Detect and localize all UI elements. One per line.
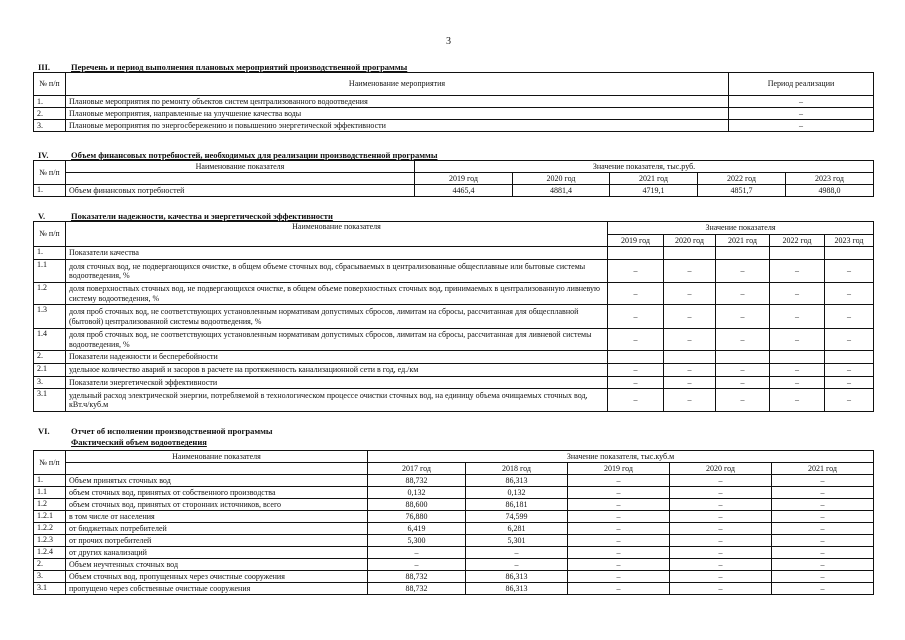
- value-cell: –: [466, 547, 568, 559]
- value-cell: –: [825, 305, 874, 329]
- table-row: [34, 283, 874, 305]
- section-5-title: Показатели надежности, качества и энергетической эффективности: [71, 211, 333, 221]
- value-cell: –: [670, 547, 772, 559]
- value-cell: –: [568, 511, 670, 523]
- row-number: 2.1: [34, 364, 66, 377]
- col-header-number: № п/п: [34, 451, 66, 475]
- value-cell: –: [772, 535, 874, 547]
- value-cell: 88,732: [368, 571, 466, 583]
- table-row: [34, 96, 874, 108]
- page-number: 3: [446, 36, 451, 47]
- value-cell: –: [772, 523, 874, 535]
- financial-needs-table: [33, 160, 874, 197]
- value-cell: –: [670, 511, 772, 523]
- value-cell: –: [670, 535, 772, 547]
- year-header-3: 2021 год: [610, 173, 698, 185]
- value-cell: –: [716, 283, 770, 305]
- indicator-name: Объем принятых сточных вод: [66, 475, 368, 487]
- value-cell: –: [772, 547, 874, 559]
- measure-name: Плановые мероприятия, направленные на улучшение качества воды: [66, 108, 729, 120]
- row-number: 1.4: [34, 329, 66, 351]
- value-cell: –: [608, 260, 664, 283]
- table-row: [34, 364, 874, 377]
- row-number: 1.1: [34, 260, 66, 283]
- indicator-name: Показатели качества: [66, 247, 608, 260]
- indicator-name: объем сточных вод, принятых от собственного производства: [66, 487, 368, 499]
- row-number: 2.: [34, 559, 66, 571]
- col-header-value: Значение показателя: [608, 222, 874, 235]
- value-cell: 5,301: [466, 535, 568, 547]
- year-header-3: 2019 год: [568, 463, 670, 475]
- value-cell: –: [670, 487, 772, 499]
- reliability-quality-table: [33, 221, 874, 412]
- year-header-2: 2020 год: [664, 235, 716, 247]
- value-cell: –: [664, 283, 716, 305]
- period-value: –: [729, 120, 874, 132]
- indicator-name: удельное количество аварий и засоров в расчете на протяженность канализационной сети в год, ед./км: [66, 364, 608, 377]
- section-6-subtitle: Фактический объем водоотведения: [71, 437, 207, 447]
- value-cell: –: [772, 499, 874, 511]
- value-cell: –: [772, 511, 874, 523]
- indicator-name: доля поверхностных сточных вод, не подвергающихся очистке, в общем объеме поверхностных сточных вод, принимаемых в централизованную ливневую систему водоотведения, %: [66, 283, 608, 305]
- indicator-name: пропущено через собственные очистные сооружения: [66, 583, 368, 595]
- value-cell: –: [670, 499, 772, 511]
- value-cell: [770, 351, 825, 364]
- value-cell: –: [716, 377, 770, 389]
- section-4-number: IV.: [38, 150, 49, 160]
- wastewater-volume-table: [33, 450, 874, 595]
- table-row: [34, 305, 874, 329]
- section-5-heading: [38, 211, 333, 221]
- value-cell: –: [568, 475, 670, 487]
- value-cell: –: [770, 305, 825, 329]
- row-number: 2.: [34, 351, 66, 364]
- table-header-row: [34, 73, 874, 96]
- value-cell: –: [608, 329, 664, 351]
- col-header-number: № п/п: [34, 222, 66, 247]
- row-number: 1.2.1: [34, 511, 66, 523]
- row-number: 2.: [34, 108, 66, 120]
- table-row: [34, 377, 874, 389]
- value-cell: –: [772, 583, 874, 595]
- value-cell: –: [608, 364, 664, 377]
- value-cell: 4719,1: [610, 185, 698, 197]
- value-cell: –: [770, 283, 825, 305]
- table-row: [34, 487, 874, 499]
- value-cell: –: [670, 571, 772, 583]
- period-value: –: [729, 108, 874, 120]
- indicator-name: Объем сточных вод, пропущенных через очистные сооружения: [66, 571, 368, 583]
- value-cell: –: [825, 283, 874, 305]
- value-cell: –: [568, 535, 670, 547]
- year-header-4: 2022 год: [698, 173, 786, 185]
- value-cell: 6,419: [368, 523, 466, 535]
- value-cell: –: [825, 364, 874, 377]
- value-cell: –: [670, 523, 772, 535]
- table-row: [34, 571, 874, 583]
- value-cell: –: [716, 389, 770, 412]
- value-cell: 5,300: [368, 535, 466, 547]
- value-cell: –: [670, 475, 772, 487]
- section-6-title: Отчет об исполнении производственной программы: [71, 426, 273, 436]
- value-cell: [770, 247, 825, 260]
- row-number: 3.: [34, 571, 66, 583]
- col-header-value: Значение показателя, тыс.руб.: [415, 161, 874, 173]
- value-cell: –: [568, 583, 670, 595]
- value-cell: 86,313: [466, 583, 568, 595]
- value-cell: –: [568, 559, 670, 571]
- value-cell: [608, 247, 664, 260]
- value-cell: –: [670, 583, 772, 595]
- row-number: 3.1: [34, 583, 66, 595]
- year-header-2: 2018 год: [466, 463, 568, 475]
- year-header-4: 2020 год: [670, 463, 772, 475]
- value-cell: 86,313: [466, 475, 568, 487]
- table-row: [34, 547, 874, 559]
- indicator-name: Показатели надежности и бесперебойности: [66, 351, 608, 364]
- row-number: 3.: [34, 377, 66, 389]
- value-cell: 88,732: [368, 475, 466, 487]
- section-6-number: VI.: [38, 426, 50, 436]
- value-cell: –: [608, 377, 664, 389]
- value-cell: –: [368, 547, 466, 559]
- value-cell: –: [664, 305, 716, 329]
- year-header-1: 2019 год: [415, 173, 513, 185]
- section-6-heading: [38, 426, 273, 436]
- value-cell: –: [770, 389, 825, 412]
- value-cell: –: [772, 571, 874, 583]
- year-header-5: 2023 год: [825, 235, 874, 247]
- year-header-5: 2021 год: [772, 463, 874, 475]
- value-cell: –: [716, 305, 770, 329]
- indicator-name: Объем неучтенных сточных вод: [66, 559, 368, 571]
- value-cell: –: [670, 559, 772, 571]
- indicator-name: от бюджетных потребителей: [66, 523, 368, 535]
- value-cell: –: [568, 487, 670, 499]
- value-cell: –: [716, 364, 770, 377]
- value-cell: [825, 247, 874, 260]
- measure-name: Плановые мероприятия по энергосбережению и повышению энергетической эффективности: [66, 120, 729, 132]
- value-cell: 4881,4: [513, 185, 610, 197]
- value-cell: 74,599: [466, 511, 568, 523]
- row-number: 3.1: [34, 389, 66, 412]
- col-header-number: № п/п: [34, 73, 66, 96]
- value-cell: –: [368, 559, 466, 571]
- value-cell: –: [770, 329, 825, 351]
- table-row: [34, 247, 874, 260]
- value-cell: 88,600: [368, 499, 466, 511]
- value-cell: –: [568, 571, 670, 583]
- table-row: [34, 120, 874, 132]
- table-row: [34, 511, 874, 523]
- value-cell: –: [664, 377, 716, 389]
- indicator-name: в том числе от населения: [66, 511, 368, 523]
- col-header-value: Значение показателя, тыс.куб.м: [368, 451, 874, 463]
- table-row: [34, 583, 874, 595]
- value-cell: –: [608, 389, 664, 412]
- row-number: 1.2: [34, 283, 66, 305]
- value-cell: 0,132: [466, 487, 568, 499]
- table-row: [34, 535, 874, 547]
- table-row: [34, 260, 874, 283]
- value-cell: 4465,4: [415, 185, 513, 197]
- value-cell: [716, 351, 770, 364]
- value-cell: –: [466, 559, 568, 571]
- indicator-name: от других канализаций: [66, 547, 368, 559]
- section-3-heading: [38, 62, 407, 72]
- col-header-number: № п/п: [34, 161, 66, 185]
- planned-measures-table: [33, 72, 874, 132]
- value-cell: –: [770, 260, 825, 283]
- indicator-name: Показатели энергетической эффективности: [66, 377, 608, 389]
- year-header-1: 2017 год: [368, 463, 466, 475]
- row-number: 1.2: [34, 499, 66, 511]
- value-cell: [664, 351, 716, 364]
- value-cell: 76,880: [368, 511, 466, 523]
- indicator-name: удельный расход электрической энергии, потребляемой в технологическом процессе очистки сточных вод, на единицу объема очищаемых сточных вод, кВт.ч/куб.м: [66, 389, 608, 412]
- table-row: [34, 559, 874, 571]
- value-cell: –: [664, 389, 716, 412]
- value-cell: –: [716, 260, 770, 283]
- row-number: 1.2.2: [34, 523, 66, 535]
- col-header-measure-name: Наименование мероприятия: [66, 73, 729, 96]
- value-cell: –: [825, 260, 874, 283]
- table-row: [34, 108, 874, 120]
- table-row: [34, 185, 874, 197]
- value-cell: [664, 247, 716, 260]
- indicator-name: доля проб сточных вод, не соответствующих установленным нормативам допустимых сбросов, лимитам на сбросы, рассчитанная для общесплавной (бытовой) централизованной системы водоотведения, %: [66, 305, 608, 329]
- row-number: 3.: [34, 120, 66, 132]
- value-cell: –: [608, 283, 664, 305]
- section-3-number: III.: [38, 62, 51, 72]
- value-cell: –: [772, 475, 874, 487]
- value-cell: 6,281: [466, 523, 568, 535]
- indicator-name: от прочих потребителей: [66, 535, 368, 547]
- value-cell: –: [825, 377, 874, 389]
- row-number: 1.: [34, 247, 66, 260]
- value-cell: 4988,0: [786, 185, 874, 197]
- value-cell: –: [716, 329, 770, 351]
- value-cell: –: [664, 260, 716, 283]
- col-header-indicator-name: Наименование показателя: [66, 451, 368, 463]
- value-cell: [716, 247, 770, 260]
- row-number: 1.1: [34, 487, 66, 499]
- row-number: 1.2.4: [34, 547, 66, 559]
- year-header-5: 2023 год: [786, 173, 874, 185]
- row-number: 1.2.3: [34, 535, 66, 547]
- value-cell: 4851,7: [698, 185, 786, 197]
- col-header-indicator-name: Наименование показателя: [66, 222, 608, 247]
- row-number: 1.: [34, 185, 66, 197]
- table-row: [34, 499, 874, 511]
- year-header-1: 2019 год: [608, 235, 664, 247]
- measure-name: Плановые мероприятия по ремонту объектов систем централизованного водоотведения: [66, 96, 729, 108]
- value-cell: 0,132: [368, 487, 466, 499]
- table-row: [34, 351, 874, 364]
- indicator-name: доля проб сточных вод, не соответствующих установленным нормативам допустимых сбросов, лимитам на сбросы, рассчитанная для ливневой системы водоотведения, %: [66, 329, 608, 351]
- indicator-name: доля сточных вод, не подвергающихся очистке, в общем объеме сточных вод, сбрасываемых в централизованные общесплавные или бытовые системы водоотведения, %: [66, 260, 608, 283]
- section-5-number: V.: [38, 211, 46, 221]
- value-cell: [608, 351, 664, 364]
- value-cell: –: [568, 523, 670, 535]
- section-4-heading: [38, 150, 437, 160]
- row-number: 1.: [34, 96, 66, 108]
- table-row: [34, 329, 874, 351]
- period-value: –: [729, 96, 874, 108]
- value-cell: –: [825, 329, 874, 351]
- indicator-name: объем сточных вод, принятых от сторонних источников, всего: [66, 499, 368, 511]
- col-header-indicator-name: Наименование показателя: [66, 161, 415, 173]
- value-cell: –: [664, 364, 716, 377]
- value-cell: –: [568, 499, 670, 511]
- value-cell: –: [770, 377, 825, 389]
- value-cell: 86,313: [466, 571, 568, 583]
- section-3-title: Перечень и период выполнения плановых мероприятий производственной программы: [71, 62, 408, 72]
- table-row: [34, 389, 874, 412]
- value-cell: –: [568, 547, 670, 559]
- value-cell: [825, 351, 874, 364]
- year-header-4: 2022 год: [770, 235, 825, 247]
- value-cell: –: [825, 389, 874, 412]
- row-number: 1.: [34, 475, 66, 487]
- col-header-period: Период реализации: [729, 73, 874, 96]
- section-4-title: Объем финансовых потребностей, необходимых для реализации производственной программы: [71, 150, 438, 160]
- year-header-3: 2021 год: [716, 235, 770, 247]
- table-row: [34, 475, 874, 487]
- value-cell: –: [770, 364, 825, 377]
- indicator-name: Объем финансовых потребностей: [66, 185, 415, 197]
- year-header-2: 2020 год: [513, 173, 610, 185]
- value-cell: –: [772, 487, 874, 499]
- value-cell: –: [772, 559, 874, 571]
- table-row: [34, 523, 874, 535]
- value-cell: –: [608, 305, 664, 329]
- value-cell: –: [664, 329, 716, 351]
- value-cell: 88,732: [368, 583, 466, 595]
- value-cell: 86,181: [466, 499, 568, 511]
- row-number: 1.3: [34, 305, 66, 329]
